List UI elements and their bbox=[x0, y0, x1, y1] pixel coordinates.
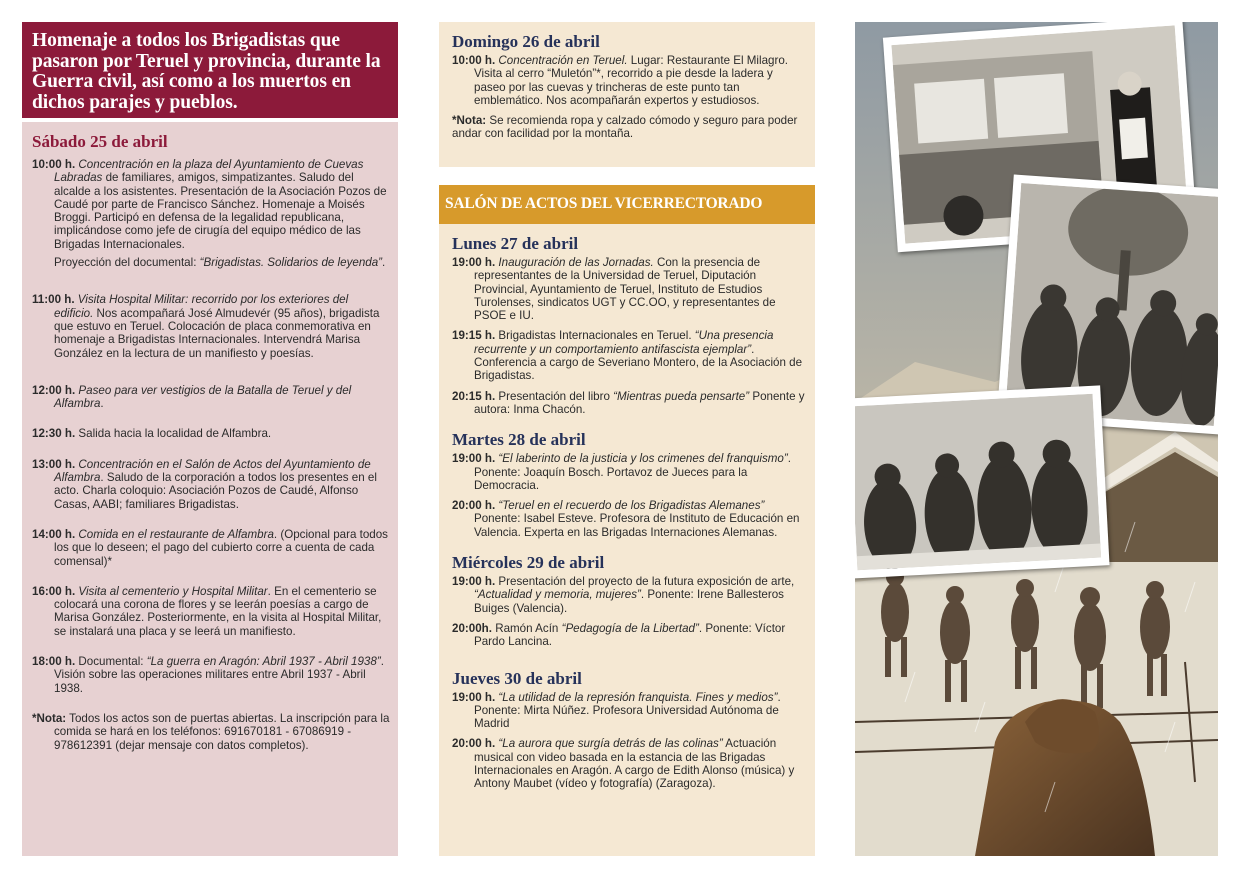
event-mon-2015: 20:15 h. Presentación del libro “Mientras pueda pensarte” Ponente y autora: Inma Chacón. bbox=[452, 389, 805, 416]
column-week bbox=[439, 22, 815, 856]
event-sun-1000: 10:00 h. Concentración en Teruel. Lugar: Restaurante El Milagro. Visita al cerro “Muletón”*, recorrido a pie desde la ladera y paseo por las cuevas y trincheras de este punto tan emblemático. Nos acompañarán expertos y estudiosos. bbox=[452, 54, 789, 107]
note-saturday: *Nota: Todos los actos son de puertas abiertas. La inscripción para la comida se hará en los teléfonos: 691670181 - 67086919 - 978612391 (dejar mensaje con datos completos). bbox=[32, 711, 390, 752]
event-wed-1900: 19:00 h. Presentación del proyecto de la futura exposición de arte, “Actualidad y memoria, mujeres”. Ponente: Irene Ballesteros Buiges (Valencia). bbox=[452, 575, 795, 615]
day-block-tuesday bbox=[452, 430, 807, 539]
day-block-thursday bbox=[452, 669, 807, 791]
saturday-panel bbox=[22, 122, 398, 856]
event-sat-1230: 12:30 h. Salida hacia la localidad de Alfambra. bbox=[32, 427, 272, 441]
event-sat-1400: 14:00 h. Comida en el restaurante de Alfambra. (Opcional para todos los que lo deseen; el pago del cubierto corre a cuenta de cada comensal)* bbox=[32, 527, 388, 568]
day-title-wednesday: Miércoles 29 de abril bbox=[452, 553, 605, 573]
event-tue-2000: 20:00 h. “Teruel en el recuerdo de los Brigadistas Alemanes” Ponente: Isabel Esteve. Profesora de Instituto de Educación en Valencia. Experta en las Brigadas Internaciones Alemanas. bbox=[452, 499, 800, 539]
day-title-saturday: Sábado 25 de abril bbox=[32, 132, 168, 151]
hero-title: Homenaje a todos los Brigadistas que pasaron por Teruel y provincia, durante la Guerra civil, así como a los muertos en dichos parajes y pueblos. bbox=[32, 30, 381, 113]
day-title-tuesday: Martes 28 de abril bbox=[452, 430, 586, 450]
event-sat-1800: 18:00 h. Documental: “La guerra en Aragón: Abril 1937 - Abril 1938”. Visión sobre las operaciones militares entre Abril 1937 - Abril 1938. bbox=[32, 655, 384, 695]
day-block-wednesday bbox=[452, 553, 807, 648]
day-title-monday: Lunes 27 de abril bbox=[452, 234, 579, 253]
event-sat-1100: 11:00 h. Visita Hospital Militar: recorrido por los exteriores del edificio. Nos acompañará José Almudevér (95 años), brigadista que estuvo en Teruel. Colocación de placa conmemorativa en homenaje a Brigadistas Internacionales. Intervendrá Marisa González en la lectura de un manifiesto y poesías. bbox=[32, 293, 380, 360]
sunday-panel bbox=[439, 22, 815, 167]
photo-collage bbox=[855, 22, 1218, 856]
week-panel bbox=[439, 224, 815, 856]
hero-banner bbox=[22, 22, 398, 118]
event-sat-1000: 10:00 h. Concentración en la plaza del Ayuntamiento de Cuevas Labradas de familiares, amigos, simpatizantes. Saludo del alcalde a los asistentes. Presentación de la Asociación Pozos de Caudé por parte de Francisco Sánchez. Homenaje a Moisés Broggi. Participó en defensa de la legalidad republicana, implicándose como jefe de cirugía del equipo médico de las Brigadas Internacionales. bbox=[32, 158, 387, 251]
note-sunday: *Nota: Se recomienda ropa y calzado cómodo y seguro para poder andar con facilidad por la montaña. bbox=[452, 114, 798, 141]
event-thu-2000: 20:00 h. “La aurora que surgía detrás de las colinas” Actuación musical con video basada en la estancia de las Brigadas Internacionales en Aragón. A cargo de Edith Alonso (música) y Antony Maubet (vídeo y fotografía) (Zaragoza). bbox=[452, 737, 795, 791]
event-sat-1200: 12:00 h. Paseo para ver vestigios de la Batalla de Teruel y del Alfambra. bbox=[32, 383, 352, 411]
salon-header bbox=[439, 185, 815, 224]
event-mon-1900: 19:00 h. Inauguración de las Jornadas. Con la presencia de representantes de la Universidad de Teruel, Diputación Provincial, Ayuntamiento de Teruel, Instituto de Estudios Turolenses, sindicatos UGT y CC.OO, y representantes de PSOE e IU. bbox=[452, 256, 776, 323]
event-wed-2000: 20:00h. Ramón Acín “Pedagogía de la Libertad”. Ponente: Víctor Pardo Lancina. bbox=[452, 621, 786, 649]
day-block-monday bbox=[452, 234, 807, 416]
salon-title: SALÓN DE ACTOS DEL VICERRECTORADO bbox=[445, 195, 763, 212]
event-tue-1900: 19:00 h. “El laberinto de la justicia y los crimenes del franquismo”. Ponente: Joaquín Bosch. Portavoz de Jueces para la Democracia. bbox=[452, 452, 791, 492]
day-title-sunday: Domingo 26 de abril bbox=[452, 32, 600, 51]
event-sat-projection: Proyección del documental: “Brigadistas. Solidarios de leyenda”. bbox=[54, 256, 386, 270]
photo-soldiers-snow bbox=[855, 385, 1110, 578]
event-thu-1900: 19:00 h. “La utilidad de la represión franquista. Fines y medios”. Ponente: Mirta Núñez. Profesora Universidad Autónoma de Madrid bbox=[452, 690, 781, 731]
day-title-thursday: Jueves 30 de abril bbox=[452, 668, 582, 688]
event-sat-1600: 16:00 h. Visita al cementerio y Hospital Militar. En el cementerio se colocará una corona de flores y se leerán poesías a cargo de Marisa González. Posteriormente, en la visita al Hospital Militar, se instalará una placa y se leerá un manifiesto. bbox=[32, 584, 382, 638]
event-mon-1915: 19:15 h. Brigadistas Internacionales en Teruel. “Una presencia recurrente y un comportamiento antifascista ejemplar”. Conferencia a cargo de Severiano Montero, de la Asociación de Brigadistas. bbox=[452, 329, 803, 383]
column-saturday bbox=[22, 22, 398, 856]
event-sat-1300: 13:00 h. Concentración en el Salón de Actos del Ayuntamiento de Alfambra. Saludo de la corporación a todos los presentes en el acto. Charla coloquio: Asociación Pozos de Caudé, Alfonso Casas, AABI; familiares Brigadistas. bbox=[32, 457, 377, 511]
